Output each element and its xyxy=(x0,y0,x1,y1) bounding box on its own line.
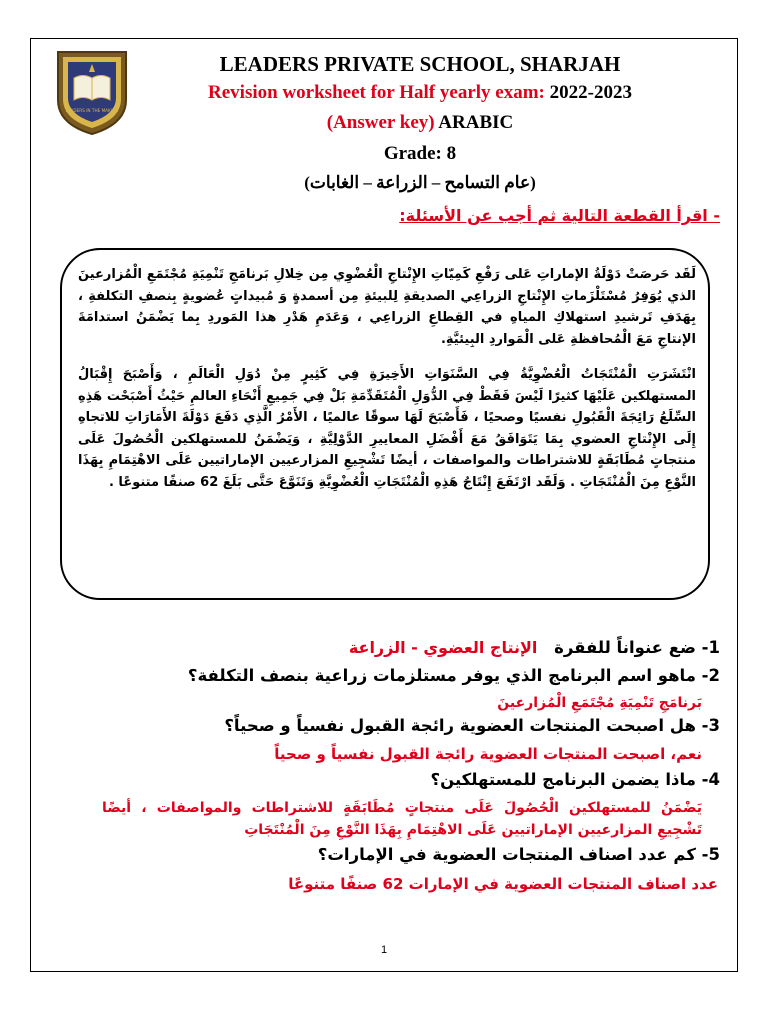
grade-label: Grade: 8 xyxy=(383,143,457,164)
question-1 xyxy=(60,638,720,657)
question-text: - كم عدد اصناف المنتجات العضوية في الإمارات؟ xyxy=(317,845,709,864)
topics-line: (عام التسامح – الزراعة – الغابات) xyxy=(304,173,536,192)
question-text: - ماذا يضمن البرنامج للمستهلكين؟ xyxy=(430,770,709,789)
question-text: - ماهو اسم البرنامج الذي يوفر مستلزمات زراعية بنصف التكلفة؟ xyxy=(187,666,709,685)
question-3 xyxy=(60,716,720,735)
page-number: 1 xyxy=(380,944,388,956)
question-number: 2 xyxy=(708,666,720,685)
answer-text: نعم، اصبحت المنتجات العضوية رائجة القبول نفسياً و صحياً xyxy=(274,745,702,763)
question-text: - هل اصبحت المنتجات العضوية رائجة القبول نفسياً و صحياً؟ xyxy=(224,716,709,735)
answer-4 xyxy=(102,797,702,841)
passage-paragraph: انْتَشَرَتِ الْمُنْتَجَاتُ الْعُضْوِيَّةُ فِي السَّنَوَاتِ الأَخِيرَةِ فِي كَثِيرٍ مِنْ دُوَلِ الْعَالَمِ ، وَأَصْبَحَ إِقْبَالُ المستهلكين عَلَيْهَا كثيرًا لَيْسَ فَقَطْ فِي الدُّوَلِ الْمُتَقَدِّمَةِ بَلْ فِي جَمِيعِ أَنْحَاءِ العالمِ حَيْثُ أَصْبَحْت هَذِهِ السِّلَعُ رَائِجَةَ الْقَبُولِ نفسيًا وصحيًا ، فَأَصْبَحَ لَهَا سوقًا عالميًا ، الأَمْرُ الَّذِي دَفَعَ دَوْلَةَ الأَمَارَاتِ للاتجاهِ إِلَى الإِنْتاجِ العضوي بِمَا يَتَوَافَقُ مَعَ أَفْضَلِ المعاييرِ الدَّوْلِيَّةِ ، وَيَضْمَنُ للمستهلكين الْحُصُولَ عَلَى منتجاتٍ مُطَابَقَةٍ للاشتراطات والمواصفات ، أيضًا تَشْجِيعِ المزارعيين الإماراتيين عَلَى الاهْتِمَامِ بِهَذَا النَّوْعِ مِنَ الْمُنْتَجَاتِ . وَلَقَد ارْتَفَعَ إِنْتَاجُ هَذِهِ الْمُنْتَجَاتِ الْعُضْوِيَّةِ وَتَنَوَّعَ حَتَّى بَلَغَ 62 صنفًا متنوعًا . xyxy=(78,367,696,490)
subject-label: ARABIC xyxy=(438,112,514,133)
question-text: - ضع عنواناً للفقرة xyxy=(554,638,709,657)
reading-instruction: - اقرأ القطعة التالية ثم أجب عن الأسئلة: xyxy=(399,206,720,225)
answer-5 xyxy=(58,874,718,893)
question-4 xyxy=(60,770,720,789)
school-name: LEADERS PRIVATE SCHOOL, SHARJAH xyxy=(219,52,621,76)
worksheet-subtitle xyxy=(130,82,710,104)
school-logo xyxy=(52,48,132,136)
answer-text: بَرنامَجِ تَنْمِيَةِ مُجْتَمَعِ الْمُزارعينَ xyxy=(497,695,702,711)
subtitle-text: Revision worksheet for Half yearly exam: xyxy=(208,82,545,103)
academic-year: 2022-2023 xyxy=(549,82,632,103)
question-5 xyxy=(60,845,720,864)
answer-3 xyxy=(42,744,702,763)
answer-key-label: (Answer key) xyxy=(326,112,435,133)
answer-text: عدد اصناف المنتجات العضوية في الإمارات 62 صنفًا متنوعًا xyxy=(288,875,718,893)
answer-text: الإنتاج العضوي - الزراعة xyxy=(348,638,538,657)
question-number: 1 xyxy=(708,638,720,657)
answer-text: يَضْمَنُ للمستهلكين الْحُصُولَ عَلَى منتجاتٍ مُطَابَقَةٍ للاشتراطات والمواصفات ، أيضًا تَشْجِيعِ المزارعيين الإماراتيين عَلَى الاهْتِمَامِ بِهَذَا النَّوْعِ مِنَ الْمُنْتَجَاتِ xyxy=(102,800,702,838)
question-number: 4 xyxy=(708,770,720,789)
question-2 xyxy=(60,666,720,685)
passage-paragraph: لَقَد حَرصَتْ دَوْلَةُ الإماراتِ عَلى رَفْعِ كَمِيّاتِ الإِنْتاجِ الْعُضْوِي مِن خِلالِ بَرنامَجِ تَنْمِيَةِ مُجْتَمَعِ الْمُزارعينَ الذي يُوَفِرُ مُسْتَلْزَماتِ الإِنْتاجِ الزراعِي الصديقةِ لِلبيئةِ مِن أسمدةٍ وَ مُبيداتٍ عُضويةٍ بِنصفِ التكلفةِ ، بِهَدَفِ تَرشيدِ استهلاكِ المياهِ في القِطاعِ الزراعِي ، وَعَدَمِ هَدْرِ هذا المَوردِ بِما يَضْمَنُ استدامَةَ الإنتاجِ مَعَ الْمُحافظةِ عَلى الْمَواردِ البِيئيَّةِ. xyxy=(78,267,696,347)
question-number: 5 xyxy=(708,845,720,864)
question-number: 3 xyxy=(708,716,720,735)
answer-key-line xyxy=(130,112,710,134)
logo-caption: LEADERS IN THE MAKING xyxy=(65,108,119,113)
answer-2 xyxy=(42,692,702,711)
reading-passage xyxy=(78,264,696,507)
